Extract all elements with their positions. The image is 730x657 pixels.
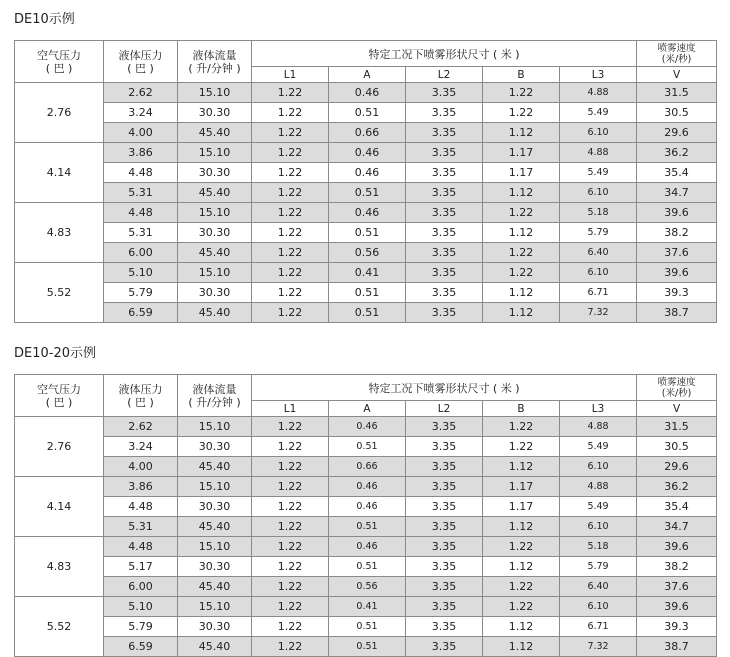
liquid-flow-cell: 15.10 <box>178 263 252 283</box>
l2-cell: 3.35 <box>406 163 483 183</box>
l1-cell: 1.22 <box>252 417 329 437</box>
l3-cell: 6.71 <box>560 617 637 637</box>
header-l2: L2 <box>406 67 483 83</box>
table-row <box>15 537 717 557</box>
a-cell: 0.51 <box>329 223 406 243</box>
v-cell: 39.6 <box>637 537 717 557</box>
spec-table <box>14 40 717 323</box>
v-cell: 36.2 <box>637 143 717 163</box>
liquid-pressure-cell: 4.48 <box>104 163 178 183</box>
liquid-pressure-cell: 3.24 <box>104 437 178 457</box>
table-row <box>15 637 717 657</box>
v-cell: 38.7 <box>637 637 717 657</box>
b-cell: 1.22 <box>483 243 560 263</box>
a-cell: 0.51 <box>329 183 406 203</box>
l3-cell: 6.10 <box>560 597 637 617</box>
liquid-flow-cell: 45.40 <box>178 183 252 203</box>
l3-cell: 5.49 <box>560 163 637 183</box>
l2-cell: 3.35 <box>406 123 483 143</box>
l2-cell: 3.35 <box>406 437 483 457</box>
b-cell: 1.12 <box>483 637 560 657</box>
liquid-flow-cell: 45.40 <box>178 243 252 263</box>
header-spray-speed: 喷雾速度 (米/秒) <box>637 41 717 67</box>
b-cell: 1.12 <box>483 617 560 637</box>
header-a: A <box>329 67 406 83</box>
l1-cell: 1.22 <box>252 577 329 597</box>
liquid-flow-cell: 15.10 <box>178 537 252 557</box>
header-air-pressure: 空气压力 ( 巴 ) <box>15 375 104 417</box>
table-row <box>15 103 717 123</box>
l3-cell: 6.10 <box>560 123 637 143</box>
a-cell: 0.46 <box>329 417 406 437</box>
a-cell: 0.46 <box>329 83 406 103</box>
l1-cell: 1.22 <box>252 537 329 557</box>
l2-cell: 3.35 <box>406 303 483 323</box>
liquid-pressure-cell: 5.79 <box>104 617 178 637</box>
b-cell: 1.12 <box>483 517 560 537</box>
air-pressure-cell: 4.14 <box>15 477 104 537</box>
header-v: V <box>637 401 717 417</box>
v-cell: 38.7 <box>637 303 717 323</box>
l1-cell: 1.22 <box>252 303 329 323</box>
l2-cell: 3.35 <box>406 203 483 223</box>
liquid-flow-cell: 15.10 <box>178 203 252 223</box>
v-cell: 34.7 <box>637 517 717 537</box>
b-cell: 1.12 <box>483 123 560 143</box>
v-cell: 35.4 <box>637 163 717 183</box>
l1-cell: 1.22 <box>252 557 329 577</box>
v-cell: 37.6 <box>637 243 717 263</box>
header-liquid-pressure: 液体压力 ( 巴 ) <box>104 41 178 83</box>
l3-cell: 4.88 <box>560 143 637 163</box>
l2-cell: 3.35 <box>406 283 483 303</box>
v-cell: 39.3 <box>637 283 717 303</box>
l3-cell: 6.10 <box>560 263 637 283</box>
a-cell: 0.51 <box>329 637 406 657</box>
table-row <box>15 517 717 537</box>
table-row <box>15 417 717 437</box>
liquid-pressure-cell: 4.48 <box>104 537 178 557</box>
v-cell: 38.2 <box>637 223 717 243</box>
table-row <box>15 223 717 243</box>
air-pressure-cell: 2.76 <box>15 417 104 477</box>
table-row <box>15 617 717 637</box>
l2-cell: 3.35 <box>406 417 483 437</box>
l2-cell: 3.35 <box>406 557 483 577</box>
l2-cell: 3.35 <box>406 517 483 537</box>
v-cell: 39.6 <box>637 203 717 223</box>
air-pressure-cell: 2.76 <box>15 83 104 143</box>
l3-cell: 5.49 <box>560 497 637 517</box>
l1-cell: 1.22 <box>252 477 329 497</box>
l2-cell: 3.35 <box>406 243 483 263</box>
b-cell: 1.22 <box>483 437 560 457</box>
l1-cell: 1.22 <box>252 243 329 263</box>
l1-cell: 1.22 <box>252 283 329 303</box>
l2-cell: 3.35 <box>406 497 483 517</box>
v-cell: 31.5 <box>637 83 717 103</box>
l2-cell: 3.35 <box>406 263 483 283</box>
table-row <box>15 183 717 203</box>
l3-cell: 6.40 <box>560 577 637 597</box>
a-cell: 0.66 <box>329 457 406 477</box>
b-cell: 1.17 <box>483 143 560 163</box>
l3-cell: 5.49 <box>560 103 637 123</box>
v-cell: 37.6 <box>637 577 717 597</box>
l2-cell: 3.35 <box>406 457 483 477</box>
a-cell: 0.41 <box>329 263 406 283</box>
l3-cell: 5.18 <box>560 537 637 557</box>
l2-cell: 3.35 <box>406 577 483 597</box>
l3-cell: 7.32 <box>560 303 637 323</box>
table-row <box>15 123 717 143</box>
b-cell: 1.22 <box>483 597 560 617</box>
b-cell: 1.22 <box>483 203 560 223</box>
a-cell: 0.51 <box>329 517 406 537</box>
a-cell: 0.46 <box>329 203 406 223</box>
l1-cell: 1.22 <box>252 617 329 637</box>
air-pressure-cell: 5.52 <box>15 263 104 323</box>
header-spray-dimensions: 特定工况下喷雾形状尺寸 ( 米 ) <box>252 41 637 67</box>
liquid-flow-cell: 45.40 <box>178 517 252 537</box>
section-title: DE10示例 <box>14 12 75 27</box>
header-spray-dimensions: 特定工况下喷雾形状尺寸 ( 米 ) <box>252 375 637 401</box>
liquid-pressure-cell: 6.00 <box>104 243 178 263</box>
liquid-flow-cell: 15.10 <box>178 417 252 437</box>
header-b: B <box>483 67 560 83</box>
liquid-flow-cell: 15.10 <box>178 477 252 497</box>
l1-cell: 1.22 <box>252 517 329 537</box>
a-cell: 0.51 <box>329 557 406 577</box>
liquid-pressure-cell: 5.31 <box>104 223 178 243</box>
a-cell: 0.46 <box>329 477 406 497</box>
l3-cell: 4.88 <box>560 477 637 497</box>
liquid-flow-cell: 45.40 <box>178 577 252 597</box>
l1-cell: 1.22 <box>252 497 329 517</box>
l2-cell: 3.35 <box>406 637 483 657</box>
liquid-pressure-cell: 2.62 <box>104 417 178 437</box>
l2-cell: 3.35 <box>406 597 483 617</box>
l3-cell: 6.10 <box>560 183 637 203</box>
header-liquid-pressure: 液体压力 ( 巴 ) <box>104 375 178 417</box>
l2-cell: 3.35 <box>406 223 483 243</box>
l3-cell: 6.40 <box>560 243 637 263</box>
header-b: B <box>483 401 560 417</box>
table-row <box>15 203 717 223</box>
table-row <box>15 303 717 323</box>
liquid-flow-cell: 15.10 <box>178 143 252 163</box>
liquid-pressure-cell: 3.24 <box>104 103 178 123</box>
l1-cell: 1.22 <box>252 597 329 617</box>
table-row <box>15 83 717 103</box>
b-cell: 1.22 <box>483 103 560 123</box>
liquid-flow-cell: 30.30 <box>178 283 252 303</box>
l1-cell: 1.22 <box>252 223 329 243</box>
air-pressure-cell: 4.83 <box>15 203 104 263</box>
table-row <box>15 477 717 497</box>
b-cell: 1.17 <box>483 477 560 497</box>
liquid-pressure-cell: 5.17 <box>104 557 178 577</box>
l3-cell: 4.88 <box>560 417 637 437</box>
l1-cell: 1.22 <box>252 437 329 457</box>
liquid-pressure-cell: 4.00 <box>104 457 178 477</box>
air-pressure-cell: 4.83 <box>15 537 104 597</box>
l1-cell: 1.22 <box>252 103 329 123</box>
a-cell: 0.51 <box>329 303 406 323</box>
a-cell: 0.51 <box>329 103 406 123</box>
table-row <box>15 243 717 263</box>
l1-cell: 1.22 <box>252 183 329 203</box>
liquid-flow-cell: 30.30 <box>178 497 252 517</box>
l3-cell: 5.18 <box>560 203 637 223</box>
liquid-flow-cell: 30.30 <box>178 223 252 243</box>
table-row <box>15 163 717 183</box>
v-cell: 29.6 <box>637 123 717 143</box>
liquid-pressure-cell: 5.10 <box>104 263 178 283</box>
l2-cell: 3.35 <box>406 537 483 557</box>
l3-cell: 6.71 <box>560 283 637 303</box>
a-cell: 0.41 <box>329 597 406 617</box>
liquid-flow-cell: 30.30 <box>178 437 252 457</box>
header-l1: L1 <box>252 67 329 83</box>
v-cell: 34.7 <box>637 183 717 203</box>
l3-cell: 4.88 <box>560 83 637 103</box>
liquid-pressure-cell: 3.86 <box>104 143 178 163</box>
table-row <box>15 143 717 163</box>
table-row <box>15 557 717 577</box>
v-cell: 30.5 <box>637 437 717 457</box>
header-spray-speed: 喷雾速度 (米/秒) <box>637 375 717 401</box>
air-pressure-cell: 4.14 <box>15 143 104 203</box>
a-cell: 0.46 <box>329 143 406 163</box>
a-cell: 0.51 <box>329 437 406 457</box>
b-cell: 1.12 <box>483 183 560 203</box>
table-row <box>15 457 717 477</box>
l1-cell: 1.22 <box>252 163 329 183</box>
header-l1: L1 <box>252 401 329 417</box>
liquid-pressure-cell: 5.31 <box>104 183 178 203</box>
a-cell: 0.51 <box>329 283 406 303</box>
table-row <box>15 263 717 283</box>
v-cell: 36.2 <box>637 477 717 497</box>
liquid-pressure-cell: 6.59 <box>104 637 178 657</box>
v-cell: 35.4 <box>637 497 717 517</box>
section-title: DE10-20示例 <box>14 346 96 361</box>
a-cell: 0.51 <box>329 617 406 637</box>
b-cell: 1.22 <box>483 263 560 283</box>
spec-table <box>14 374 717 657</box>
b-cell: 1.12 <box>483 223 560 243</box>
header-l3: L3 <box>560 401 637 417</box>
liquid-flow-cell: 15.10 <box>178 597 252 617</box>
table-row <box>15 597 717 617</box>
l2-cell: 3.35 <box>406 103 483 123</box>
liquid-flow-cell: 45.40 <box>178 457 252 477</box>
header-v: V <box>637 67 717 83</box>
l1-cell: 1.22 <box>252 83 329 103</box>
liquid-pressure-cell: 4.48 <box>104 497 178 517</box>
l1-cell: 1.22 <box>252 637 329 657</box>
liquid-pressure-cell: 4.00 <box>104 123 178 143</box>
liquid-flow-cell: 15.10 <box>178 83 252 103</box>
l2-cell: 3.35 <box>406 617 483 637</box>
b-cell: 1.12 <box>483 457 560 477</box>
header-liquid-flow: 液体流量 ( 升/分钟 ) <box>178 375 252 417</box>
table-row <box>15 283 717 303</box>
l3-cell: 7.32 <box>560 637 637 657</box>
liquid-pressure-cell: 5.10 <box>104 597 178 617</box>
l3-cell: 5.79 <box>560 223 637 243</box>
b-cell: 1.12 <box>483 303 560 323</box>
a-cell: 0.66 <box>329 123 406 143</box>
v-cell: 39.3 <box>637 617 717 637</box>
header-air-pressure: 空气压力 ( 巴 ) <box>15 41 104 83</box>
b-cell: 1.17 <box>483 497 560 517</box>
b-cell: 1.22 <box>483 577 560 597</box>
l1-cell: 1.22 <box>252 203 329 223</box>
v-cell: 31.5 <box>637 417 717 437</box>
v-cell: 30.5 <box>637 103 717 123</box>
a-cell: 0.46 <box>329 163 406 183</box>
a-cell: 0.56 <box>329 243 406 263</box>
header-l3: L3 <box>560 67 637 83</box>
liquid-flow-cell: 45.40 <box>178 123 252 143</box>
liquid-flow-cell: 45.40 <box>178 637 252 657</box>
b-cell: 1.17 <box>483 163 560 183</box>
v-cell: 38.2 <box>637 557 717 577</box>
liquid-pressure-cell: 4.48 <box>104 203 178 223</box>
liquid-pressure-cell: 5.79 <box>104 283 178 303</box>
a-cell: 0.46 <box>329 537 406 557</box>
liquid-pressure-cell: 5.31 <box>104 517 178 537</box>
liquid-pressure-cell: 6.00 <box>104 577 178 597</box>
l3-cell: 6.10 <box>560 457 637 477</box>
liquid-flow-cell: 30.30 <box>178 163 252 183</box>
air-pressure-cell: 5.52 <box>15 597 104 657</box>
liquid-flow-cell: 45.40 <box>178 303 252 323</box>
table-row <box>15 437 717 457</box>
l1-cell: 1.22 <box>252 457 329 477</box>
b-cell: 1.22 <box>483 417 560 437</box>
liquid-pressure-cell: 2.62 <box>104 83 178 103</box>
table-row <box>15 497 717 517</box>
liquid-flow-cell: 30.30 <box>178 617 252 637</box>
a-cell: 0.46 <box>329 497 406 517</box>
l3-cell: 6.10 <box>560 517 637 537</box>
l3-cell: 5.49 <box>560 437 637 457</box>
v-cell: 39.6 <box>637 263 717 283</box>
l1-cell: 1.22 <box>252 263 329 283</box>
b-cell: 1.22 <box>483 537 560 557</box>
header-a: A <box>329 401 406 417</box>
liquid-flow-cell: 30.30 <box>178 103 252 123</box>
l3-cell: 5.79 <box>560 557 637 577</box>
liquid-pressure-cell: 3.86 <box>104 477 178 497</box>
l2-cell: 3.35 <box>406 183 483 203</box>
a-cell: 0.56 <box>329 577 406 597</box>
l2-cell: 3.35 <box>406 477 483 497</box>
table-row <box>15 577 717 597</box>
liquid-flow-cell: 30.30 <box>178 557 252 577</box>
liquid-pressure-cell: 6.59 <box>104 303 178 323</box>
l2-cell: 3.35 <box>406 83 483 103</box>
l1-cell: 1.22 <box>252 143 329 163</box>
b-cell: 1.12 <box>483 283 560 303</box>
l1-cell: 1.22 <box>252 123 329 143</box>
l2-cell: 3.35 <box>406 143 483 163</box>
b-cell: 1.22 <box>483 83 560 103</box>
v-cell: 39.6 <box>637 597 717 617</box>
header-l2: L2 <box>406 401 483 417</box>
v-cell: 29.6 <box>637 457 717 477</box>
b-cell: 1.12 <box>483 557 560 577</box>
header-liquid-flow: 液体流量 ( 升/分钟 ) <box>178 41 252 83</box>
